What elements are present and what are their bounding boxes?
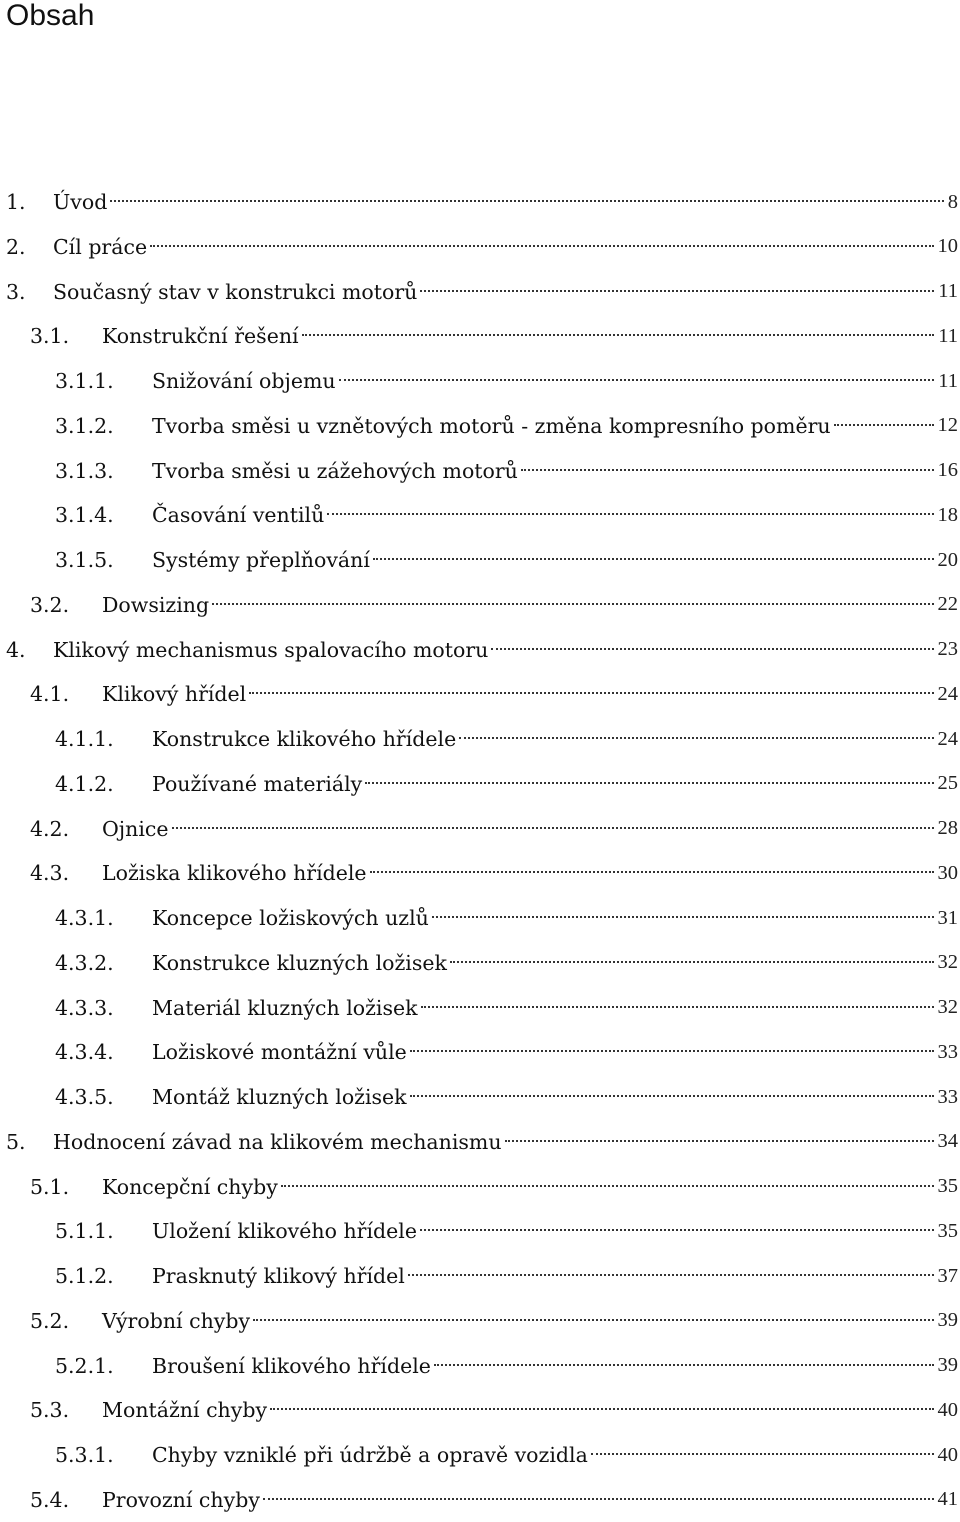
dot-leader bbox=[339, 379, 935, 381]
toc-entry-number: 4.3.5. bbox=[55, 1085, 114, 1109]
toc-entry[interactable] bbox=[0, 1254, 960, 1298]
toc-entry[interactable] bbox=[0, 1388, 960, 1432]
toc-entry[interactable] bbox=[0, 672, 960, 716]
toc-entry-page-number: 40 bbox=[937, 1443, 958, 1466]
toc-entry-number: 5.2. bbox=[30, 1308, 70, 1333]
toc-entry-number: 3.1. bbox=[30, 324, 70, 349]
toc-entry-title: Provozní chyby bbox=[102, 1487, 260, 1512]
toc-entry-title: Prasknutý klikový hřídel bbox=[152, 1264, 405, 1288]
toc-entry[interactable] bbox=[0, 583, 960, 627]
dot-leader bbox=[212, 603, 933, 605]
dot-leader bbox=[834, 424, 934, 426]
toc-entry-title: Hodnocení závad na klikovém mechanismu bbox=[53, 1129, 502, 1154]
dot-leader bbox=[420, 290, 934, 292]
toc-entry-title: Používané materiály bbox=[152, 771, 363, 796]
toc-entry-page-number: 10 bbox=[937, 235, 958, 258]
toc-entry[interactable] bbox=[0, 1299, 960, 1343]
toc-entry-page-number: 30 bbox=[937, 861, 958, 884]
toc-entry-page-number: 24 bbox=[937, 727, 958, 750]
toc-entry-number: 4.3.4. bbox=[55, 1040, 114, 1065]
toc-entry[interactable] bbox=[0, 1030, 960, 1074]
toc-entry-page-number: 22 bbox=[937, 593, 958, 616]
dot-leader bbox=[370, 871, 934, 873]
toc-entry-number: 5.3.1. bbox=[55, 1443, 114, 1467]
toc-entry-page-number: 35 bbox=[937, 1175, 958, 1197]
toc-entry-number: 3.1.5. bbox=[55, 548, 114, 572]
toc-entry[interactable] bbox=[0, 1344, 960, 1388]
toc-entry[interactable] bbox=[0, 807, 960, 851]
toc-entry[interactable] bbox=[0, 359, 960, 403]
toc-entry-page-number: 35 bbox=[937, 1219, 958, 1242]
toc-entry-number: 5. bbox=[6, 1129, 26, 1154]
toc-entry[interactable] bbox=[0, 1478, 960, 1522]
dot-leader bbox=[434, 1364, 934, 1366]
toc-entry[interactable] bbox=[0, 270, 960, 314]
toc-entry-page-number: 18 bbox=[937, 503, 958, 526]
toc-entry-number: 5.1.2. bbox=[55, 1264, 114, 1288]
toc-entry-number: 4.2. bbox=[30, 816, 70, 841]
toc-entry-number: 4.3.1. bbox=[55, 906, 114, 930]
toc-entry[interactable] bbox=[0, 717, 960, 761]
toc-entry-page-number: 32 bbox=[937, 951, 958, 974]
toc-entry-title: Konstrukce klikového hřídele bbox=[152, 727, 457, 751]
toc-entry-title: Materiál kluzných ložisek bbox=[152, 995, 418, 1020]
toc-entry-page-number: 12 bbox=[937, 414, 958, 437]
toc-entry-title: Cíl práce bbox=[53, 234, 148, 259]
toc-entry-number: 5.3. bbox=[30, 1398, 70, 1423]
toc-entry-title: Klikový mechanismus spalovacího motoru bbox=[53, 637, 489, 662]
toc-entry-number: 4.1.2. bbox=[55, 771, 114, 796]
toc-entry-page-number: 20 bbox=[937, 548, 958, 571]
toc-entry-title: Koncepční chyby bbox=[102, 1174, 278, 1199]
toc-entry-number: 5.4. bbox=[30, 1487, 70, 1512]
toc-entry-number: 3.1.2. bbox=[55, 413, 114, 438]
toc-entry[interactable] bbox=[0, 493, 960, 537]
toc-entry-title: Konstrukce kluzných ložisek bbox=[152, 950, 447, 975]
toc-entry-page-number: 32 bbox=[937, 996, 958, 1018]
toc-entry[interactable] bbox=[0, 1075, 960, 1119]
toc-entry-page-number: 11 bbox=[938, 324, 958, 347]
toc-entry-page-number: 31 bbox=[937, 906, 958, 929]
toc-entry-number: 3.1.3. bbox=[55, 458, 114, 483]
toc-entry[interactable] bbox=[0, 851, 960, 895]
toc-entry-title: Klikový hřídel bbox=[102, 682, 247, 707]
toc-entry-page-number: 24 bbox=[937, 682, 958, 705]
dot-leader bbox=[281, 1185, 934, 1187]
dot-leader bbox=[521, 469, 934, 471]
toc-entry[interactable] bbox=[0, 1209, 960, 1253]
dot-leader bbox=[302, 334, 935, 336]
toc-entry[interactable] bbox=[0, 225, 960, 269]
toc-entry-page-number: 37 bbox=[937, 1264, 958, 1287]
toc-entry-page-number: 11 bbox=[938, 369, 958, 392]
toc-entry-page-number: 39 bbox=[937, 1309, 958, 1332]
dot-leader bbox=[365, 782, 933, 784]
toc-entry-number: 5.1.1. bbox=[55, 1219, 114, 1244]
dot-leader bbox=[410, 1095, 934, 1097]
dot-leader bbox=[373, 558, 934, 560]
toc-entry-title: Úvod bbox=[53, 190, 108, 214]
dot-leader bbox=[172, 827, 934, 829]
toc-heading: Obsah bbox=[6, 0, 95, 32]
toc-entry-number: 2. bbox=[6, 234, 26, 259]
dot-leader bbox=[110, 200, 943, 202]
toc-entry-number: 3.2. bbox=[30, 592, 70, 617]
toc-entry[interactable] bbox=[0, 1433, 960, 1477]
toc-entry-number: 4.1.1. bbox=[55, 727, 114, 751]
dot-leader bbox=[459, 737, 933, 739]
dot-leader bbox=[270, 1408, 933, 1410]
toc-entry-number: 3.1.4. bbox=[55, 503, 114, 528]
dot-leader bbox=[410, 1050, 934, 1052]
toc-entry-number: 1. bbox=[6, 190, 26, 214]
toc-entry[interactable] bbox=[0, 1120, 960, 1164]
toc-entry[interactable] bbox=[0, 762, 960, 806]
toc-entry-title: Broušení klikového hřídele bbox=[152, 1353, 431, 1378]
toc-entry-page-number: 34 bbox=[937, 1130, 958, 1153]
toc-entry-title: Uložení klikového hřídele bbox=[152, 1219, 417, 1244]
dot-leader bbox=[505, 1140, 934, 1142]
dot-leader bbox=[249, 692, 933, 694]
dot-leader bbox=[432, 916, 934, 918]
toc-entry[interactable] bbox=[0, 449, 960, 493]
toc-entry-number: 4.3.3. bbox=[55, 995, 114, 1020]
toc-entry[interactable] bbox=[0, 941, 960, 985]
toc-entry[interactable] bbox=[0, 538, 960, 582]
toc-entry-page-number: 33 bbox=[937, 1040, 958, 1063]
toc-entry-number: 5.2.1. bbox=[55, 1353, 114, 1378]
toc-entry[interactable] bbox=[0, 180, 960, 224]
toc-entry-title: Výrobní chyby bbox=[102, 1308, 251, 1333]
toc-entry-number: 4.1. bbox=[30, 682, 70, 707]
toc-entry-page-number: 28 bbox=[937, 817, 958, 839]
toc-entry-number: 4. bbox=[6, 637, 26, 662]
toc-entry-title: Systémy přeplňování bbox=[152, 548, 370, 572]
toc-entry-title: Montážní chyby bbox=[102, 1398, 268, 1423]
toc-entry[interactable] bbox=[0, 628, 960, 672]
toc-entry-page-number: 8 bbox=[947, 190, 958, 213]
toc-entry-page-number: 39 bbox=[937, 1354, 958, 1376]
toc-entry-page-number: 41 bbox=[937, 1488, 958, 1511]
toc-entry-title: Ložiska klikového hřídele bbox=[102, 861, 367, 886]
toc-entry-number: 3.1.1. bbox=[55, 369, 114, 393]
toc-entry-title: Dowsizing bbox=[102, 592, 210, 617]
toc-entry[interactable] bbox=[0, 314, 960, 358]
toc-entry-page-number: 16 bbox=[937, 459, 958, 481]
toc-entry-title: Časování ventilů bbox=[152, 503, 325, 528]
toc-entry-title: Chyby vzniklé při údržbě a opravě vozidla bbox=[152, 1443, 588, 1467]
dot-leader bbox=[450, 961, 934, 963]
toc-entry-page-number: 33 bbox=[937, 1085, 958, 1108]
toc-entry[interactable] bbox=[0, 896, 960, 940]
toc-entry-title: Montáž kluzných ložisek bbox=[152, 1085, 407, 1109]
dot-leader bbox=[327, 513, 933, 515]
toc-entry-number: 5.1. bbox=[30, 1174, 70, 1199]
dot-leader bbox=[263, 1498, 934, 1500]
toc-entry[interactable] bbox=[0, 404, 960, 448]
toc-entry[interactable] bbox=[0, 986, 960, 1030]
toc-entry-page-number: 11 bbox=[938, 280, 958, 302]
toc-entry-page-number: 23 bbox=[937, 638, 958, 660]
dot-leader bbox=[253, 1319, 933, 1321]
toc-entry-number: 3. bbox=[6, 279, 26, 304]
dot-leader bbox=[491, 648, 933, 650]
toc-entry-title: Tvorba směsi u zážehových motorů bbox=[152, 458, 518, 483]
toc-entry-number: 4.3. bbox=[30, 861, 70, 886]
toc-entry-title: Snižování objemu bbox=[152, 369, 336, 393]
dot-leader bbox=[421, 1006, 934, 1008]
toc-entry-title: Koncepce ložiskových uzlů bbox=[152, 906, 429, 930]
dot-leader bbox=[591, 1453, 934, 1455]
toc-entry-number: 4.3.2. bbox=[55, 950, 114, 975]
toc-entry-title: Konstrukční řešení bbox=[102, 324, 299, 349]
toc-entry-title: Současný stav v konstrukci motorů bbox=[53, 279, 418, 304]
dot-leader bbox=[150, 245, 933, 247]
toc-entry-page-number: 25 bbox=[937, 772, 958, 795]
toc-entry-title: Ojnice bbox=[102, 816, 169, 841]
toc-entry-page-number: 40 bbox=[937, 1398, 958, 1421]
toc-entry-title: Tvorba směsi u vznětových motorů - změna kompresního poměru bbox=[152, 413, 831, 438]
toc-entry-title: Ložiskové montážní vůle bbox=[152, 1040, 407, 1065]
dot-leader bbox=[420, 1229, 934, 1231]
dot-leader bbox=[408, 1274, 934, 1276]
toc-entry[interactable] bbox=[0, 1165, 960, 1209]
